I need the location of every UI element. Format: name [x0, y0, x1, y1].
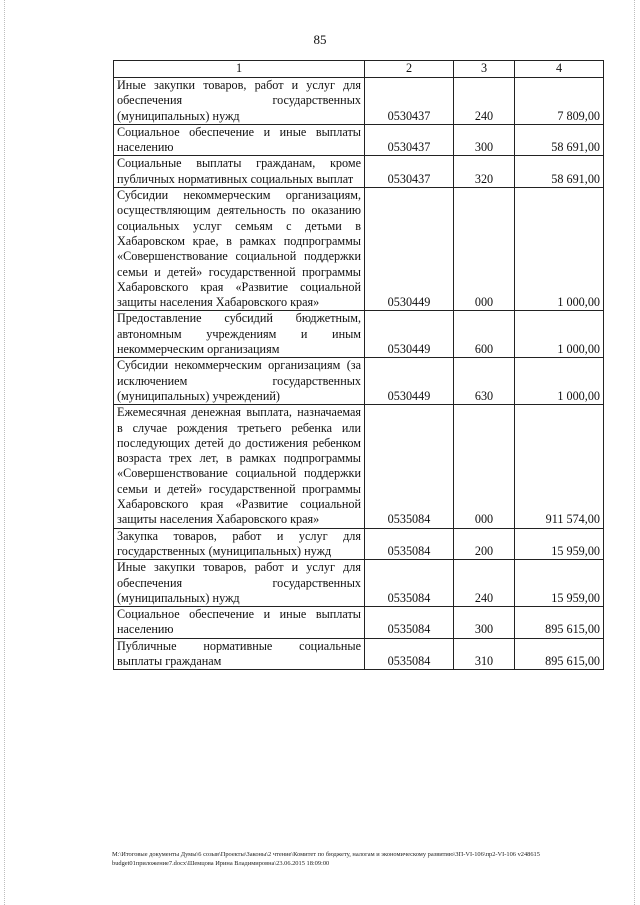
header-col-2: 2 — [365, 61, 454, 78]
row-amount: 895 615,00 — [515, 607, 604, 639]
budget-table — [113, 60, 604, 670]
row-amount: 895 615,00 — [515, 638, 604, 670]
scan-margin-left — [4, 0, 5, 905]
row-name: Субсидии некоммерческим организациям (за исключением государственных (муниципальных) учреждений) — [114, 358, 365, 405]
document-file-path: M:\Итоговые документы Думы\6 созыв\Проекты\Законы\2 чтение\Комитет по бюджету, налогам и экономическому развитию\ЗП-VI-106\пр2-VI-106 v248615 budget01приложение7.docx\Шемцова Ирина Владимировна\23.06.2015 18:09:00 — [112, 851, 540, 867]
header-col-4: 4 — [515, 61, 604, 78]
row-amount: 15 959,00 — [515, 560, 604, 607]
row-target-code: 0530449 — [365, 358, 454, 405]
row-amount: 1 000,00 — [515, 311, 604, 358]
row-name: Субсидии некоммерческим организациям, осуществляющим деятельность по оказанию социальных услуг семьям с детьми в Хабаровском крае, в рамках подпрограммы «Совершенствование социальной поддержки семьи и детей» государственной программы Хабаровского края «Развитие социальной защиты населения Хабаровского края» — [114, 188, 365, 311]
row-name: Ежемесячная денежная выплата, назначаемая в случае рождения третьего ребенка или последующих детей до достижения ребенком возраста трех лет, в рамках подпрограммы «Совершенствование социальной поддержки семьи и детей» государственной программы Хабаровского края «Развитие социальной защиты населения Хабаровского края» — [114, 405, 365, 528]
row-expense-type: 310 — [454, 638, 515, 670]
table-row — [114, 358, 604, 405]
row-target-code: 0535084 — [365, 638, 454, 670]
row-target-code: 0535084 — [365, 607, 454, 639]
header-col-3: 3 — [454, 61, 515, 78]
table-row — [114, 78, 604, 125]
row-expense-type: 630 — [454, 358, 515, 405]
row-target-code: 0530437 — [365, 124, 454, 156]
table-row — [114, 124, 604, 156]
row-target-code: 0530437 — [365, 78, 454, 125]
row-name: Публичные нормативные социальные выплаты гражданам — [114, 638, 365, 670]
row-expense-type: 320 — [454, 156, 515, 188]
row-amount: 7 809,00 — [515, 78, 604, 125]
table-row — [114, 311, 604, 358]
row-expense-type: 300 — [454, 124, 515, 156]
row-name: Иные закупки товаров, работ и услуг для обеспечения государственных (муниципальных) нужд — [114, 560, 365, 607]
table-row — [114, 156, 604, 188]
table-header-row — [114, 61, 604, 78]
table-row — [114, 560, 604, 607]
row-name: Социальные выплаты гражданам, кроме публичных нормативных социальных выплат — [114, 156, 365, 188]
row-expense-type: 000 — [454, 405, 515, 528]
row-name: Социальное обеспечение и иные выплаты населению — [114, 607, 365, 639]
row-amount: 911 574,00 — [515, 405, 604, 528]
row-expense-type: 300 — [454, 607, 515, 639]
table-row — [114, 405, 604, 528]
table-row — [114, 528, 604, 560]
row-target-code: 0530437 — [365, 156, 454, 188]
scan-margin-right — [634, 0, 635, 905]
row-target-code: 0535084 — [365, 560, 454, 607]
row-amount: 58 691,00 — [515, 156, 604, 188]
row-amount: 1 000,00 — [515, 188, 604, 311]
row-expense-type: 600 — [454, 311, 515, 358]
row-target-code: 0535084 — [365, 405, 454, 528]
row-expense-type: 200 — [454, 528, 515, 560]
row-amount: 1 000,00 — [515, 358, 604, 405]
table-row — [114, 607, 604, 639]
row-name: Иные закупки товаров, работ и услуг для обеспечения государственных (муниципальных) нужд — [114, 78, 365, 125]
header-col-1: 1 — [114, 61, 365, 78]
row-expense-type: 240 — [454, 78, 515, 125]
row-name: Закупка товаров, работ и услуг для государственных (муниципальных) нужд — [114, 528, 365, 560]
page-number: 85 — [313, 32, 327, 47]
row-target-code: 0530449 — [365, 188, 454, 311]
row-target-code: 0530449 — [365, 311, 454, 358]
row-amount: 58 691,00 — [515, 124, 604, 156]
row-name: Социальное обеспечение и иные выплаты населению — [114, 124, 365, 156]
row-target-code: 0535084 — [365, 528, 454, 560]
table-row — [114, 638, 604, 670]
row-expense-type: 240 — [454, 560, 515, 607]
row-amount: 15 959,00 — [515, 528, 604, 560]
row-expense-type: 000 — [454, 188, 515, 311]
row-name: Предоставление субсидий бюджетным, автономным учреждениям и иным некоммерческим организациям — [114, 311, 365, 358]
table-row — [114, 188, 604, 311]
